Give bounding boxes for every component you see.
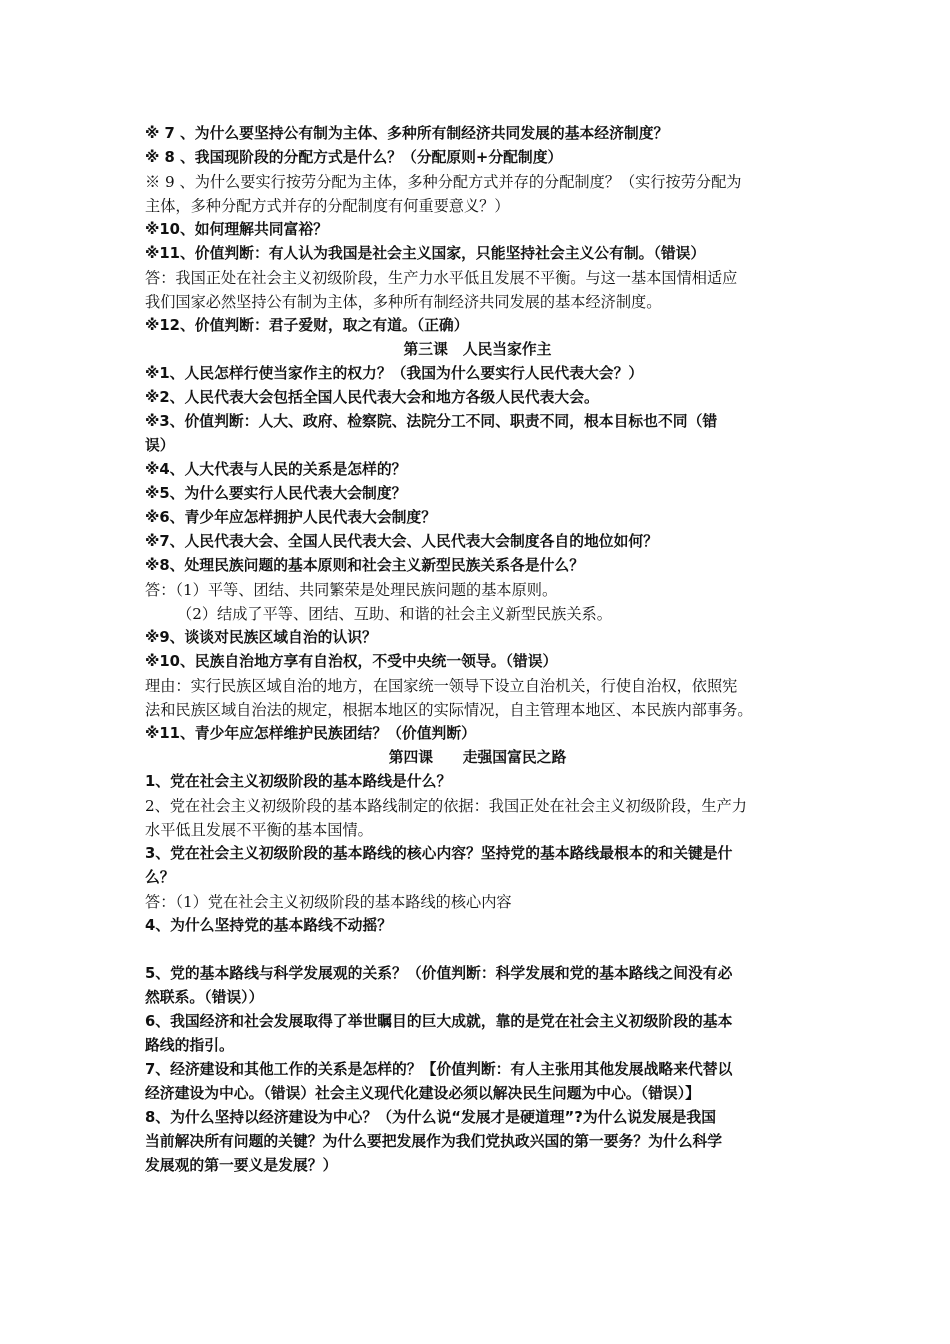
text-line: 1、党在社会主义初级阶段的基本路线是什么？ xyxy=(145,773,452,790)
text-line: ※ 7 、为什么要坚持公有制为主体、多种所有制经济共同发展的基本经济制度？ xyxy=(145,125,669,142)
text-line: ※ 9 、为什么要实行按劳分配为主体，多种分配方式并存的分配制度？（实行按劳分配为 xyxy=(145,173,742,191)
text-line xyxy=(145,938,810,962)
text-line: ※5、为什么要实行人民代表大会制度？ xyxy=(145,485,407,502)
text-line: 6、我国经济和社会发展取得了举世瞩目的巨大成就，靠的是党在社会主义初级阶段的基本 xyxy=(145,1013,733,1030)
section-heading: 第四课 走强国富民之路 xyxy=(388,749,567,766)
text-line: 4、为什么坚持党的基本路线不动摇？ xyxy=(145,917,393,934)
text-line: 8、为什么坚持以经济建设为中心？（为什么说“发展才是硬道理”?为什么说发展是我国 xyxy=(145,1109,717,1126)
text-line: ※3、价值判断：人大、政府、检察院、法院分工不同、职责不同，根本目标也不同（错 xyxy=(145,413,718,430)
text-line: 主体，多种分配方式并存的分配制度有何重要意义？） xyxy=(145,197,510,215)
text-line: 经济建设为中心。（错误）社会主义现代化建设必须以解决民生问题为中心。（错误）】 xyxy=(145,1085,700,1102)
text-line: 发展观的第一要义是发展？） xyxy=(145,1157,338,1174)
text-line: ※8、处理民族问题的基本原则和社会主义新型民族关系各是什么？ xyxy=(145,557,584,574)
text-line: 理由：实行民族区域自治的地方，在国家统一领导下设立自治机关，行使自治权，依照宪 xyxy=(145,677,738,695)
text-line: ※1、人民怎样行使当家作主的权力？（我国为什么要实行人民代表大会？） xyxy=(145,365,644,382)
text-line: 我们国家必然坚持公有制为主体，多种所有制经济共同发展的基本经济制度。 xyxy=(145,293,662,311)
text-line: ※9、谈谈对民族区域自治的认识？ xyxy=(145,629,377,646)
text-line: 答：（1）党在社会主义初级阶段的基本路线的核心内容 xyxy=(145,893,512,911)
text-line: 然联系。（错误）） xyxy=(145,989,264,1006)
text-line: ※7、人民代表大会、全国人民代表大会、人民代表大会制度各自的地位如何？ xyxy=(145,533,658,550)
text-line: ※11、价值判断：有人认为我国是社会主义国家，只能坚持社会主义公有制。（错误） xyxy=(145,245,706,262)
text-line: 3、党在社会主义初级阶段的基本路线的核心内容？坚持党的基本路线最根本的和关键是什 xyxy=(145,845,733,862)
text-line: ※11、青少年应怎样维护民族团结？（价值判断） xyxy=(145,725,476,742)
text-line: 么？ xyxy=(145,869,175,886)
section-heading: 第三课 人民当家作主 xyxy=(403,341,552,358)
text-line: （2）结成了平等、团结、互助、和谐的社会主义新型民族关系。 xyxy=(177,605,612,623)
text-line: ※10、民族自治地方享有自治权，不受中央统一领导。（错误） xyxy=(145,653,558,670)
text-line: 路线的指引。 xyxy=(145,1037,234,1054)
text-line: 7、经济建设和其他工作的关系是怎样的？【价值判断：有人主张用其他发展战略来代替以 xyxy=(145,1061,733,1078)
text-line: 误） xyxy=(145,437,175,454)
text-line: 答：（1）平等、团结、共同繁荣是处理民族问题的基本原则。 xyxy=(145,581,558,599)
text-line: ※ 8 、我国现阶段的分配方式是什么？（分配原则+分配制度） xyxy=(145,149,563,166)
text-line: 当前解决所有问题的关键？为什么要把发展作为我们党执政兴国的第一要务？为什么科学 xyxy=(145,1133,723,1150)
text-line: ※6、青少年应怎样拥护人民代表大会制度？ xyxy=(145,509,437,526)
text-line: 5、党的基本路线与科学发展观的关系？（价值判断：科学发展和党的基本路线之间没有必 xyxy=(145,965,733,982)
text-line: 答：我国正处在社会主义初级阶段，生产力水平低且发展不平衡。与这一基本国情相适应 xyxy=(145,269,738,287)
text-line: ※12、价值判断：君子爱财，取之有道。（正确） xyxy=(145,317,469,334)
text-line: ※2、人民代表大会包括全国人民代表大会和地方各级人民代表大会。 xyxy=(145,389,599,406)
text-line: ※10、如何理解共同富裕？ xyxy=(145,221,328,238)
text-line: 法和民族区域自治法的规定，根据本地区的实际情况，自主管理本地区、本民族内部事务。 xyxy=(145,701,753,719)
text-line: 水平低且发展不平衡的基本国情。 xyxy=(145,821,373,839)
text-line: ※4、人大代表与人民的关系是怎样的？ xyxy=(145,461,407,478)
text-line: 2、党在社会主义初级阶段的基本路线制定的依据：我国正处在社会主义初级阶段，生产力 xyxy=(145,797,747,815)
